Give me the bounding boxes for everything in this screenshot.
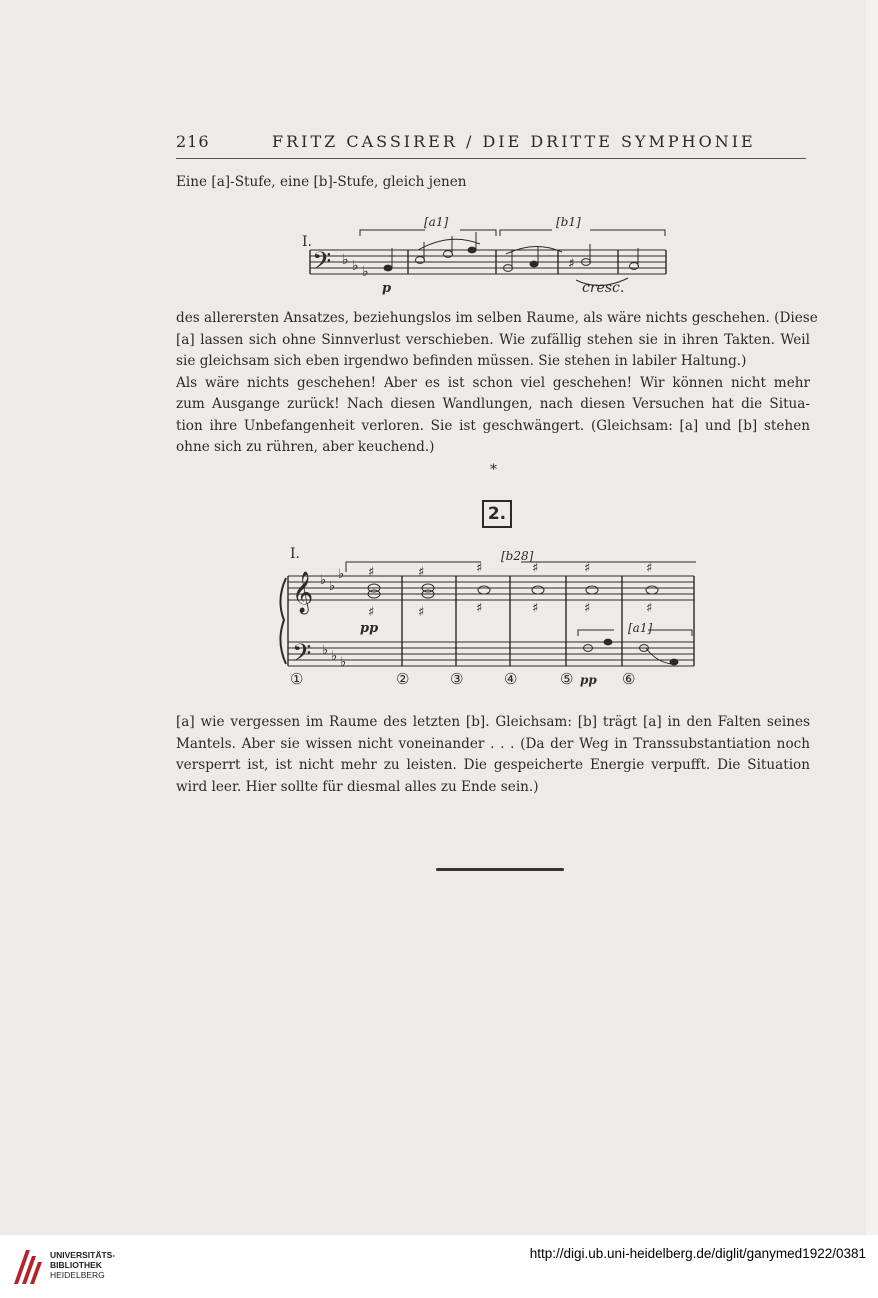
example-number-box: 2. (482, 500, 512, 528)
text-line: [a] lassen sich ohne Sinnverlust verschieben. Wie zufällig stehen sie in ihren Takten. Weil (176, 331, 810, 348)
chord (418, 565, 434, 620)
flat-icon: ♭ (362, 264, 369, 280)
text-line: Als wäre nichts geschehen! Aber es ist schon viel geschehen! Wir können nicht mehr (176, 374, 810, 391)
text-line: tion ihre Unbefangenheit verloren. Sie ist geschwängert. (Gleichsam: [a] und [b] stehen (176, 417, 810, 434)
measure-number: ④ (504, 670, 518, 688)
text-line: zum Ausgange zurück! Nach diesen Wandlungen, nach diesen Versuchen hat die Situa- (176, 396, 810, 412)
note-head (604, 639, 613, 646)
treble-clef-icon: 𝄞 (292, 572, 314, 613)
intro-line (176, 172, 810, 194)
library-name-line: BIBLIOTHEK (50, 1260, 102, 1270)
text-line: versperrt ist, ist nicht mehr zu leisten. Die gespeicherte Energie verpufft. Die Situation (176, 757, 810, 773)
flat-icon: ♭ (329, 579, 336, 594)
header-rule (176, 158, 806, 159)
sharp-icon: ♯ (568, 256, 575, 272)
svg-text:♯: ♯ (646, 561, 653, 576)
note-head (670, 659, 679, 666)
flat-icon: ♭ (320, 573, 327, 588)
dynamic-marking: pp (580, 673, 597, 687)
flat-icon: ♭ (322, 643, 329, 658)
part-label: I. (302, 234, 312, 250)
library-name-line: HEIDELBERG (50, 1270, 105, 1280)
chord (368, 565, 380, 620)
text-line: [a] wie vergessen im Raume des letzten [b]. Gleichsam: [b] trägt [a] in den Falten seines (176, 714, 810, 730)
end-ornament-rule (436, 868, 564, 871)
flat-icon: ♭ (352, 258, 359, 274)
flat-icon: ♭ (340, 655, 347, 670)
svg-text:♯: ♯ (418, 565, 425, 580)
svg-text:♯: ♯ (476, 561, 483, 576)
svg-text:♯: ♯ (418, 605, 425, 620)
bracket-a-label: [a1] (628, 621, 653, 635)
music-example-2 (276, 542, 696, 694)
measure-number: ③ (450, 670, 464, 688)
flat-icon: ♭ (338, 567, 345, 582)
svg-text:♯: ♯ (532, 561, 539, 576)
measure-number: ① (290, 670, 304, 688)
brace-icon (280, 578, 286, 664)
note-head (530, 261, 539, 268)
text-line: wird leer. Hier sollte für diesmal alles zu Ende sein.) (176, 778, 539, 795)
text-line: ohne sich zu rühren, aber keuchend.) (176, 439, 435, 455)
section-separator: * (490, 462, 497, 478)
note-head (384, 265, 393, 272)
paragraph-1 (176, 308, 818, 459)
note-head (468, 247, 477, 254)
measure-number: ⑥ (622, 670, 636, 688)
svg-text:♯: ♯ (584, 561, 591, 576)
svg-text:♯: ♯ (476, 601, 483, 616)
text-line: Mantels. Aber sie wissen nicht voneinander . . . (Da der Weg in Transsubstantiation noch (176, 735, 810, 752)
flat-icon: ♭ (342, 252, 349, 268)
measure-number: ⑤ (560, 670, 574, 688)
library-logo-icon (10, 1246, 44, 1288)
library-name (50, 1250, 115, 1280)
bass-staff-lines (288, 642, 694, 666)
running-title: FRITZ CASSIRER / DIE DRITTE SYMPHONIE (272, 132, 756, 151)
bracket-b-label: [b28] (501, 549, 534, 563)
part-label: I. (290, 546, 300, 562)
bass-clef-icon: 𝄢 (292, 639, 312, 674)
svg-text:♯: ♯ (646, 601, 653, 616)
expression-marking: cresc. (582, 280, 625, 296)
text-line: sie gleichsam sich eben irgendwo befinden müssen. Sie stehen in labiler Haltung.) (176, 353, 747, 369)
svg-text:♯: ♯ (584, 601, 591, 616)
text-line: des allerersten Ansatzes, beziehungslos im selben Raume, als wäre nichts geschehen. (Diese (176, 310, 818, 326)
bracket-b-label: [b1] (556, 215, 581, 229)
dynamic-marking: p (382, 281, 392, 296)
measure-number: ② (396, 670, 410, 688)
svg-text:♯: ♯ (368, 605, 375, 620)
slur (646, 648, 672, 664)
page-edge (866, 0, 878, 1235)
svg-text:♯: ♯ (532, 601, 539, 616)
paragraph-2 (176, 712, 810, 798)
bracket-a-label: [a1] (424, 215, 449, 229)
footer-bar (0, 1235, 878, 1298)
dynamic-marking: pp (360, 621, 379, 636)
music-example-1 (300, 210, 672, 302)
source-url-link[interactable]: http://digi.ub.uni-heidelberg.de/diglit/ganymed1922/0381 (529, 1246, 866, 1261)
bass-clef-icon: 𝄢 (312, 247, 332, 282)
flat-icon: ♭ (331, 649, 338, 664)
treble-staff-lines (288, 576, 694, 600)
bracket-b-line (346, 562, 696, 572)
page-number: 216 (176, 132, 210, 151)
library-name-line: UNIVERSITÄTS- (50, 1250, 116, 1260)
bracket-b-line (500, 230, 665, 236)
text-line: Eine [a]-Stufe, eine [b]-Stufe, gleich jenen (176, 174, 467, 190)
svg-text:♯: ♯ (368, 565, 375, 580)
